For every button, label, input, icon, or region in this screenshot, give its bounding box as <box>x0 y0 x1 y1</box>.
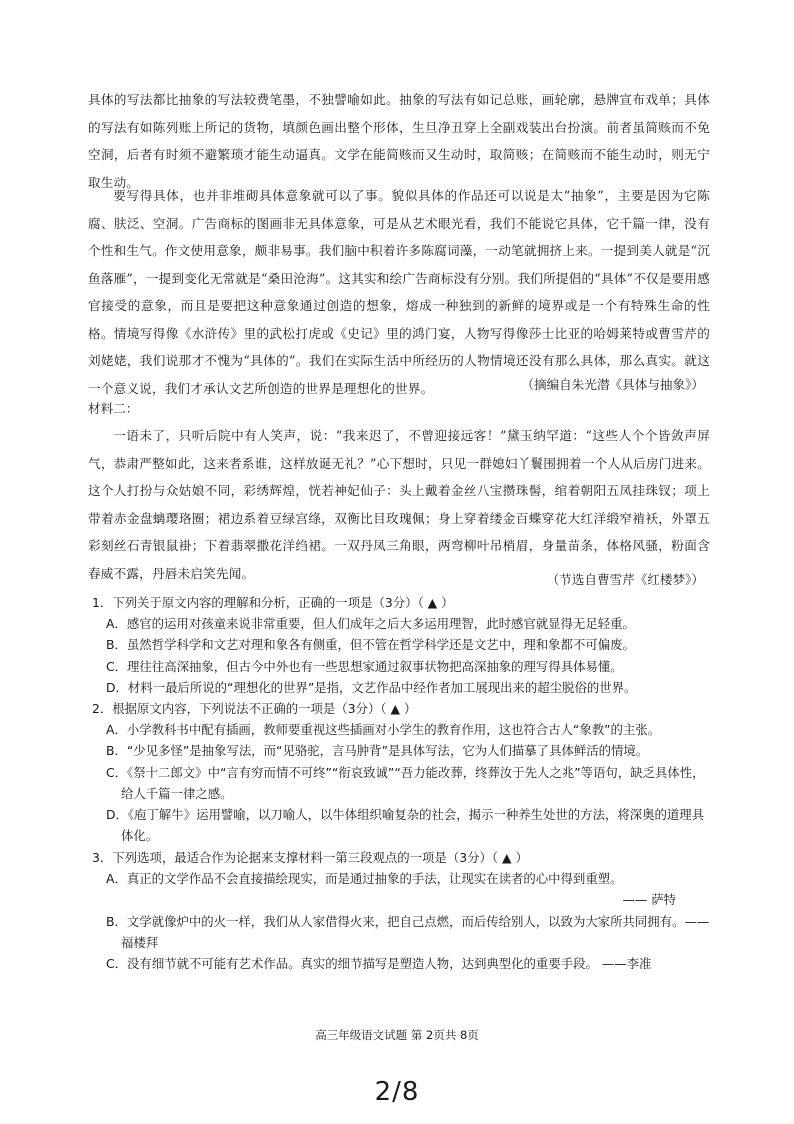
source-citation-1: （摘编自朱光潜《具体与抽象》） <box>521 377 704 392</box>
question-2-option-d: D．《庖丁解牛》运用譬喻，以刀喻人，以牛体组织喻复杂的社会，揭示一种养生处世的方法，将深奥的道理具体化。 <box>106 807 705 844</box>
question-2-option-b: B．“少见多怪”是抽象写法，而“见骆驼，言马肿背”是具体写法，它为人们描摹了具体鲜活的情境。 <box>106 743 649 759</box>
question-3-option-c: C．没有细节就不可能有艺术作品。真实的细节描写是塑造人物，达到典型化的重要手段。 ——李准 <box>106 956 652 972</box>
question-2 <box>92 698 716 846</box>
question-1 <box>92 592 716 698</box>
material-two-heading: 材料二： <box>88 401 139 416</box>
question-1-option-b: B．虽然哲学科学和文艺对理和象各有侧重，但不管在哲学科学还是文艺中，理和象都不可偏废。 <box>106 637 635 653</box>
question-2-option-c: C．《祭十二郎文》中“言有穷而情不可终”“衔哀致诚”“吾力能改葬，终葬汝于先人之兆”等语句，缺乏具体性，给人千篇一律之感。 <box>106 764 705 801</box>
question-3-option-a: A．真正的文学作品不会直接描绘现实，而是通过抽象的手法，让现实在读者的心中得到重塑。 <box>106 871 623 887</box>
passage-paragraph-2: 要写得具体，也并非堆砌具体意象就可以了事。貌似具体的作品还可以说是太“抽象”，主要是因为它陈腐、肤泛、空洞。广告商标的图画非无具体意象，可是从艺术眼光看，我们不能说它具体，它千篇一律，没有个性和生气。作文使用意象，颇非易事。我们脑中积着许多陈腐词藻，一动笔就拥挤上来。一提到美人就是“沉鱼落雁”，一提到变化无常就是“桑田沧海”。这其实和绘广告商标没有分别。我们所提倡的“具体”不仅是要用感官接受的意象，而且是要把这种意象通过创造的想象，熔成一种独到的新鲜的境界或是一个有特殊生命的性格。情境写得像《水浒传》里的武松打虎或《史记》里的鸿门宴，人物写得像莎士比亚的哈姆莱特或曹雪芹的刘姥姥，我们说那才不愧为“具体的”。我们在实际生活中所经历的人物情境还没有那么具体，那么真实。就这一个意义说，我们才承认文艺所创造的世界是理想化的世界。 <box>88 188 710 396</box>
question-1-stem: 1．下列关于原文内容的理解和分析，正确的一项是（3分）（ ▲ ） <box>92 595 454 610</box>
question-2-stem: 2．根据原文内容，下列说法不正确的一项是（3分）（ ▲ ） <box>92 701 417 716</box>
passage-paragraph-3: 一语未了，只听后院中有人笑声，说：“我来迟了，不曾迎接远客！”黛玉纳罕道：“这些人个个皆敛声屏气，恭肃严整如此，这来者系谁，这样放诞无礼？”心下想时，只见一群媳妇丫鬟围拥着一个人从后房门进来。这个人打扮与众姑娘不同，彩绣辉煌，恍若神妃仙子：头上戴着金丝八宝攒珠髻，绾着朝阳五凤挂珠钗；项上带着赤金盘螭璎珞圈；裙边系着豆绿宫绦，双衡比目玫瑰佩；身上穿着缕金百蝶穿花大红洋缎窄褃袄，外罩五彩刻丝石青银鼠褂；下着翡翠撒花洋绉裙。一双丹凤三角眼，两弯柳叶吊梢眉，身量苗条，体格风骚，粉面含春威不露，丹唇未启笑先闻。 <box>88 428 710 581</box>
page-footer: 高三年级语文试题 第 2页共 8页 <box>315 1028 479 1042</box>
question-3 <box>92 847 716 974</box>
question-1-option-c: C．理往往高深抽象，但古今中外也有一些思想家通过叙事状物把高深抽象的理写得具体易懂。 <box>106 658 623 674</box>
question-1-option-a: A．感官的运用对孩童来说非常重要，但人们成年之后大多运用理智，此时感官就显得无足轻重。 <box>106 616 635 632</box>
question-2-option-a: A．小学教科书中配有插画，教师要重视这些插画对小学生的教育作用，这也符合古人“象教”的主张。 <box>106 722 661 738</box>
page-indicator: 2/8 <box>374 1077 420 1107</box>
source-citation-2: （节选自曹雪芹《红楼梦》） <box>546 572 704 587</box>
question-3-option-a-attribution: —— 萨特 <box>622 892 676 908</box>
question-3-option-b: B．文学就像炉中的火一样，我们从人家借得火来，把自己点燃，而后传给别人，以致为大家所共同拥有。——福楼拜 <box>106 913 710 950</box>
passage-paragraph-1: 具体的写法都比抽象的写法较费笔墨，不独譬喻如此。抽象的写法有如记总账，画轮廓，悬牌宣布戏单；具体的写法有如陈列账上所记的货物，填颜色画出整个形体，生旦净丑穿上全副戏装出台扮演。前者虽简赅而不免空洞，后者有时须不避繁琐才能生动逼真。文学在能简赅而又生动时，取简赅；在简赅而不能生动时，则无宁取生动。 <box>88 92 710 190</box>
question-1-option-d: D．材料一最后所说的“理想化的世界”是指，文艺作品中经作者加工展现出来的超尘脱俗的世界。 <box>106 679 637 695</box>
question-3-stem: 3．下列选项，最适合作为论据来支撑材料一第三段观点的一项是（3分）（ ▲ ） <box>92 850 528 865</box>
